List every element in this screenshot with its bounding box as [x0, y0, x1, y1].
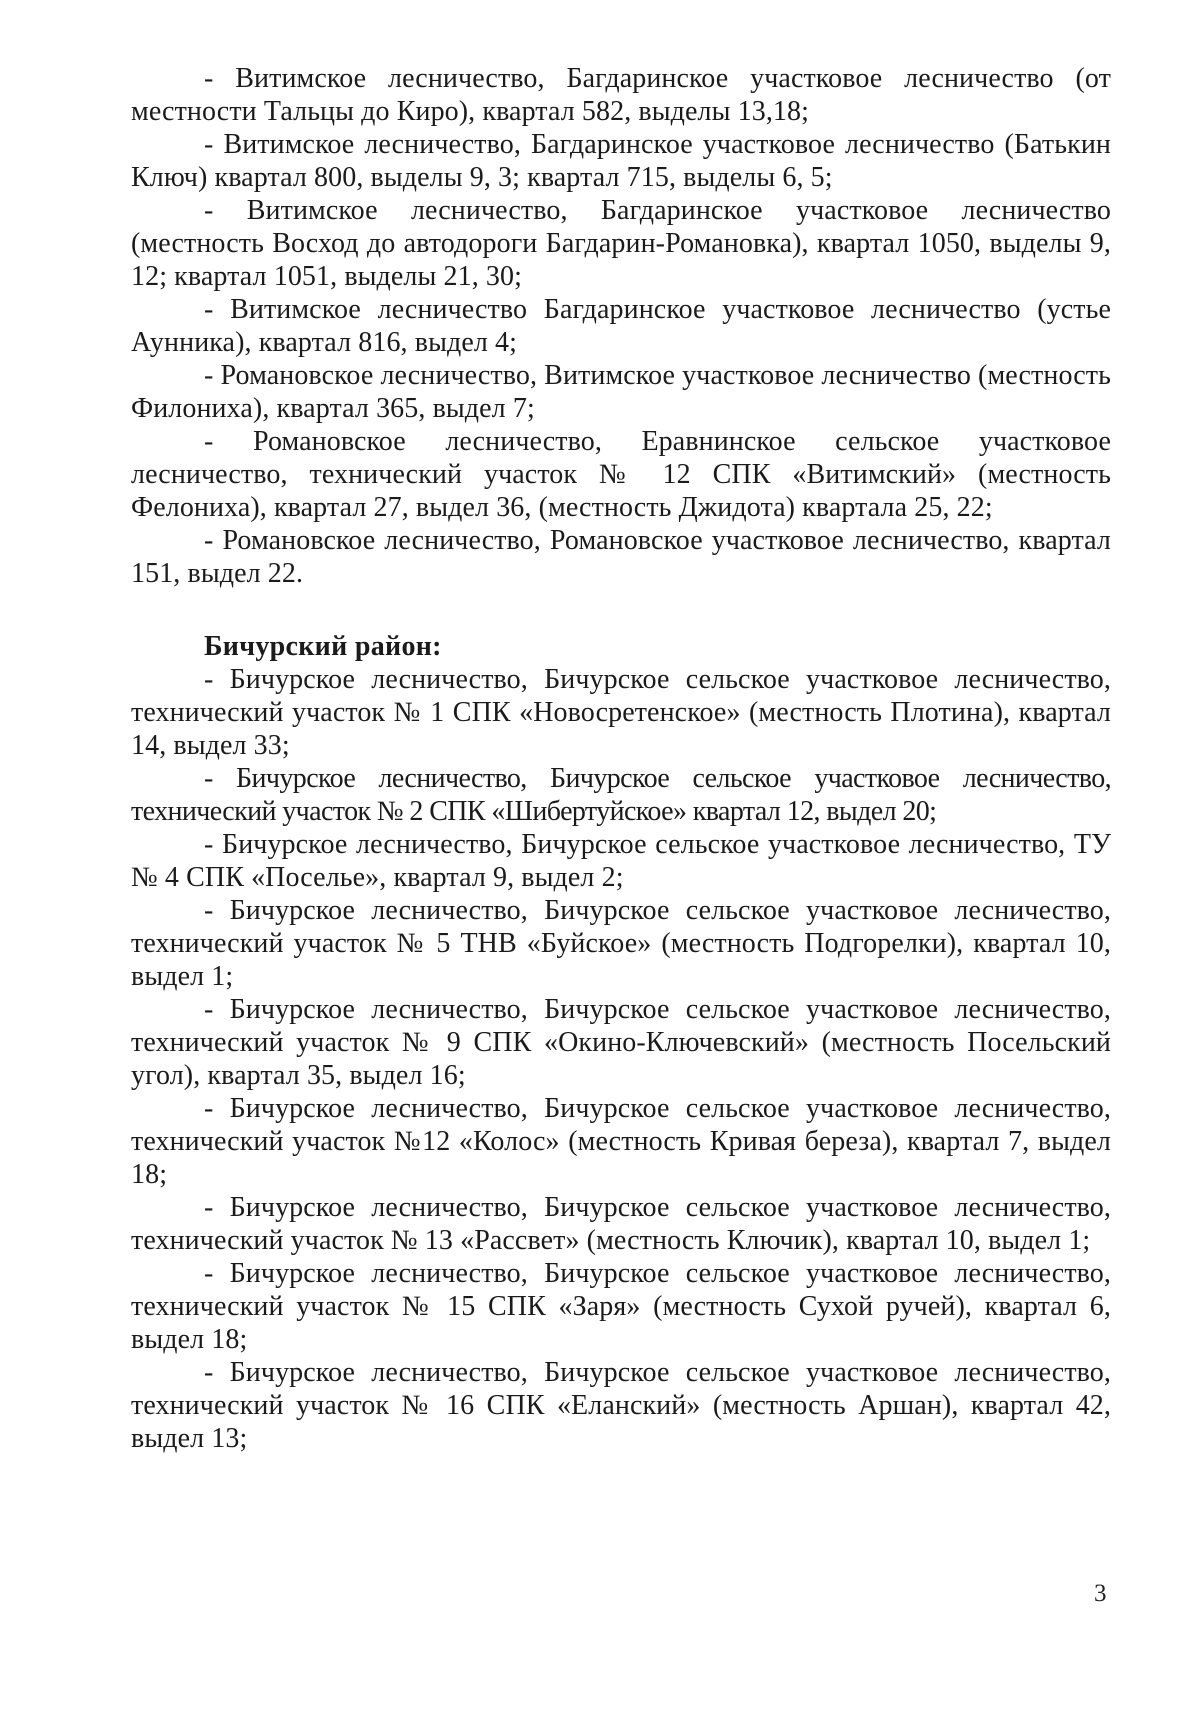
list-item: - Бичурское лесничество, Бичурское сельское участковое лесничество, технический участок № 15 СПК «Заря» (местность Сухой ручей), квартал 6, выдел 18;: [131, 1258, 1111, 1355]
list-item: - Витимское лесничество, Багдаринское участковое лесничество (Батькин Ключ) квартал 800, выделы 9, 3; квартал 715, выделы 6, 5;: [131, 129, 1111, 193]
list-item: - Бичурское лесничество, Бичурское сельское участковое лесничество, технический участок №12 «Колос» (местность Кривая береза), квартал 7, выдел 18;: [131, 1093, 1111, 1190]
list-item: - Романовское лесничество, Романовское участковое лесничество, квартал 151, выдел 22.: [131, 525, 1111, 589]
list-item: - Романовское лесничество, Витимское участковое лесничество (местность Филониха), квартал 365, выдел 7;: [131, 360, 1111, 424]
list-item: - Бичурское лесничество, Бичурское сельское участковое лесничество, ТУ № 4 СПК «Поселье», квартал 9, выдел 2;: [131, 829, 1111, 893]
list-item: - Витимское лесничество, Багдаринское участковое лесничество (местность Восход до автодороги Багдарин-Романовка), квартал 1050, выделы 9, 12; квартал 1051, выделы 21, 30;: [131, 195, 1111, 292]
list-item: - Бичурское лесничество, Бичурское сельское участковое лесничество, технический участок № 5 ТНВ «Буйское» (местность Подгорелки), квартал 10, выдел 1;: [131, 895, 1111, 992]
list-item: - Бичурское лесничество, Бичурское сельское участковое лесничество, технический участок № 9 СПК «Окино-Ключевский» (местность Посельский угол), квартал 35, выдел 16;: [131, 994, 1111, 1091]
list-item: - Бичурское лесничество, Бичурское сельское участковое лесничество, технический участок № 13 «Рассвет» (местность Ключик), квартал 10, выдел 1;: [131, 1192, 1111, 1256]
page-number: 3: [1094, 1580, 1107, 1607]
list-item: - Витимское лесничество, Багдаринское участковое лесничество (от местности Тальцы до Киро), квартал 582, выделы 13,18;: [131, 63, 1111, 127]
list-item: - Бичурское лесничество, Бичурское сельское участковое лесничество, технический участок № 2 СПК «Шибертуйское» квартал 12, выдел 20;: [131, 763, 1111, 827]
list-item: - Романовское лесничество, Еравнинское сельское участковое лесничество, технический участок № 12 СПК «Витимский» (местность Фелониха), квартал 27, выдел 36, (местность Джидота) квартала 25, 22;: [131, 426, 1111, 523]
section-spacer: [131, 590, 1111, 630]
list-item: - Бичурское лесничество, Бичурское сельское участковое лесничество, технический участок № 16 СПК «Еланский» (местность Аршан), квартал 42, выдел 13;: [131, 1357, 1111, 1454]
document-page: [131, 62, 1111, 1455]
list-item: - Бичурское лесничество, Бичурское сельское участковое лесничество, технический участок № 1 СПК «Новосретенское» (местность Плотина), квартал 14, выдел 33;: [131, 664, 1111, 761]
section-forestry-list: [131, 62, 1111, 590]
section-bichursky-district: [131, 630, 1111, 1455]
section-heading: Бичурский район:: [204, 631, 442, 662]
list-item: - Витимское лесничество Багдаринское участковое лесничество (устье Аунника), квартал 816, выдел 4;: [131, 294, 1111, 358]
